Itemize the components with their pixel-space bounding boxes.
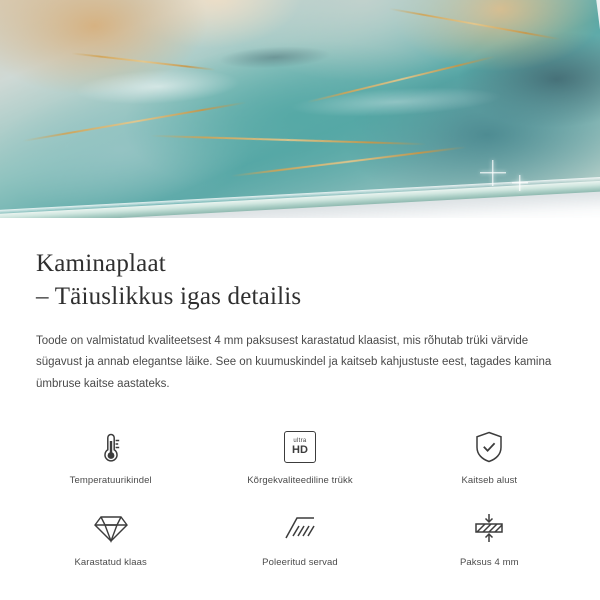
thickness-arrows-icon xyxy=(472,507,506,551)
page-title-line-2: – Täiuslikkus igas detailis xyxy=(36,282,302,310)
ultra-hd-badge-bottom: HD xyxy=(292,443,308,456)
feature-label: Karastatud klaas xyxy=(74,556,147,568)
product-description: Toode on valmistatud kvaliteetsest 4 mm paksusest karastatud klaasist, mis rõhutab trüki värvide sügavust ja annab elegantse läike. See on kuumuskindel ja kaitseb kahjustuste eest, tagades kamina ümbruse kaitse aastateks. xyxy=(36,335,552,390)
glass-panel-render xyxy=(0,0,600,218)
feature-label: Poleeritud servad xyxy=(262,556,338,568)
feature-label: Kaitseb alust xyxy=(461,474,518,486)
feature-thickness xyxy=(395,507,584,589)
ultra-hd-badge-top: ultra xyxy=(293,437,307,444)
feature-temperature-resistant xyxy=(16,425,205,507)
content-section xyxy=(0,248,600,395)
page-title xyxy=(36,248,564,313)
feature-label: Temperatuurikindel xyxy=(69,474,152,486)
feature-label: Paksus 4 mm xyxy=(459,556,519,568)
feature-protects-surface xyxy=(395,425,584,507)
diamond-icon xyxy=(93,507,129,551)
feature-polished-edges xyxy=(205,507,394,589)
page-title-line-1: Kaminaplaat xyxy=(36,250,166,277)
hero-image xyxy=(0,0,600,218)
feature-tempered-glass xyxy=(16,507,205,589)
feature-label: Kõrgekvaliteediline trükk xyxy=(247,474,353,486)
shield-check-icon xyxy=(473,425,505,469)
polished-edges-icon xyxy=(283,507,317,551)
feature-high-quality-print xyxy=(205,425,394,507)
thermometer-icon xyxy=(96,425,126,469)
ultra-hd-icon xyxy=(284,425,316,469)
feature-grid xyxy=(0,425,600,589)
